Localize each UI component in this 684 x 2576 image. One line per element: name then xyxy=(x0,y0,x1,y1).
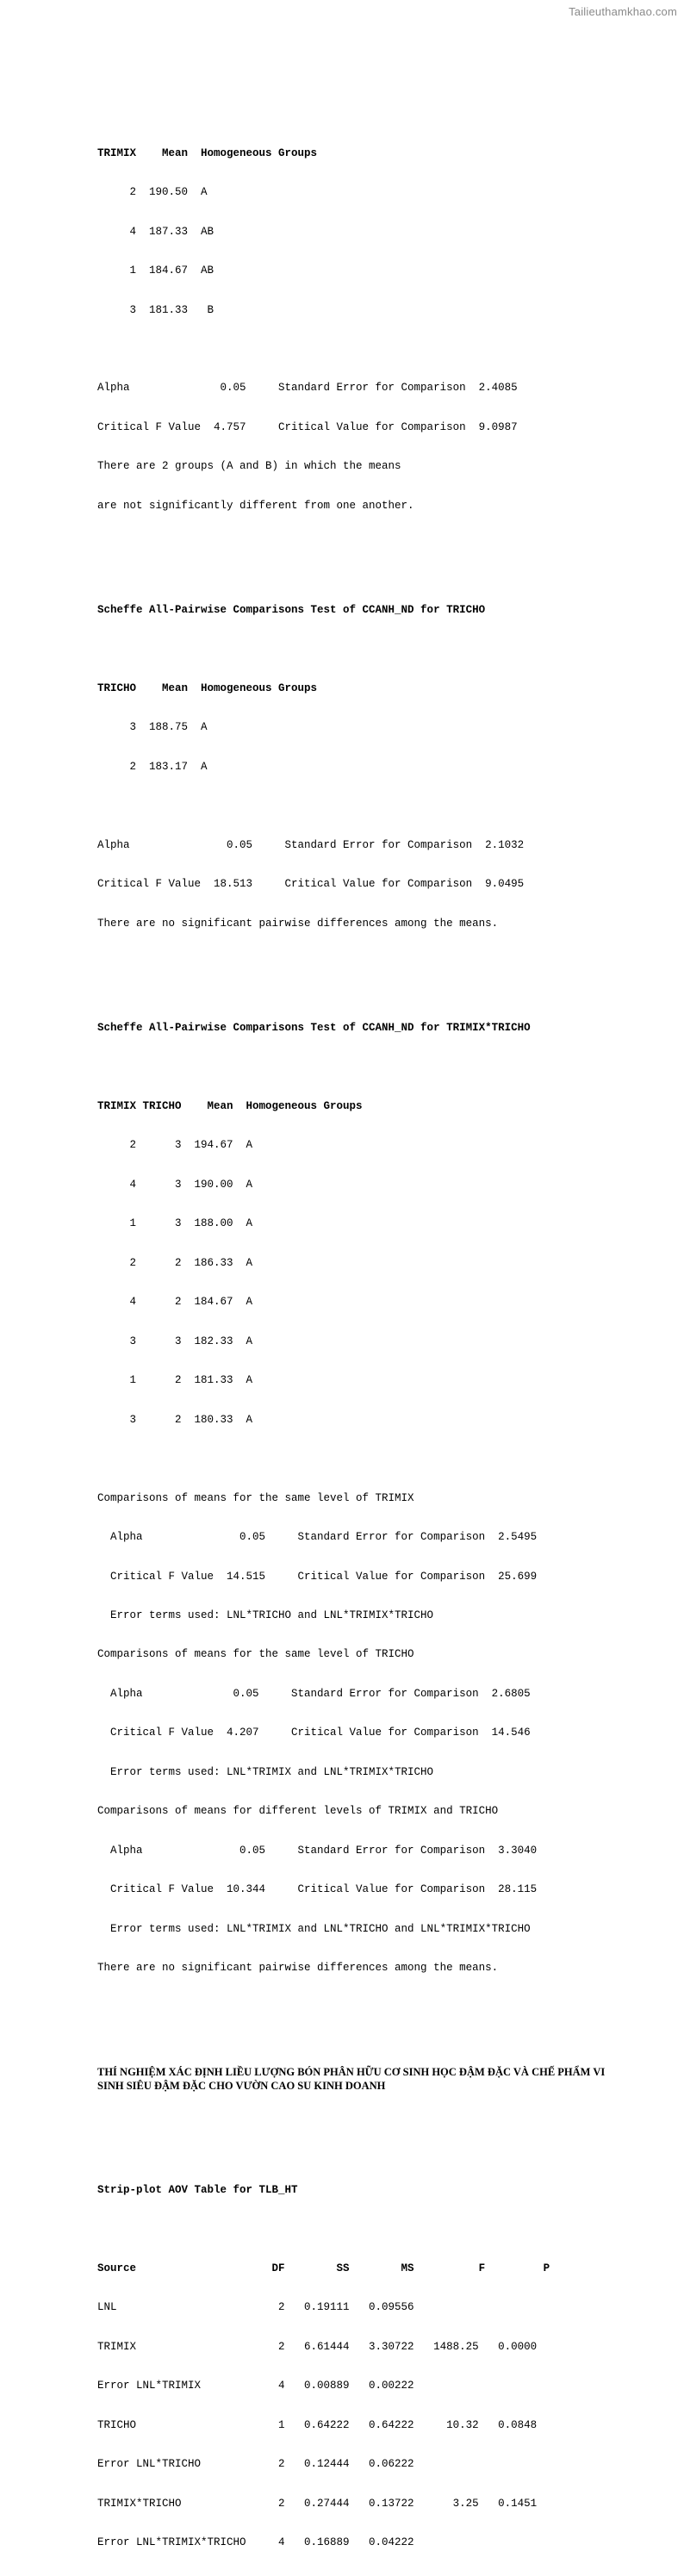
blank-line xyxy=(97,1061,649,1073)
interaction-table-header: TRIMIX TRICHO Mean Homogeneous Groups xyxy=(97,1099,363,1112)
stat-note-line: Alpha 0.05 Standard Error for Comparison 3.3040 xyxy=(97,1844,538,1857)
stat-note-line: Alpha 0.05 Standard Error for Comparison 2.4085 xyxy=(97,382,518,395)
scheffe-interaction-title: Scheffe All-Pairwise Comparisons Test of CCANH_ND for TRIMIX*TRICHO xyxy=(97,1022,531,1035)
table-row: 4 2 184.67 A xyxy=(97,1296,253,1309)
experiment-heading: THÍ NGHIỆM XÁC ĐỊNH LIỀU LƯỢNG BÓN PHÂN HỮU CƠ SINH HỌC ĐẬM ĐẶC VÀ CHẾ PHẨM VI SINH SIÊU ĐẬM ĐẶC CHO VƯỜN CAO SU KINH DOANH xyxy=(97,2066,606,2092)
stat-note-line: Critical F Value 4.207 Critical Value for Comparison 14.546 xyxy=(97,1727,531,1739)
stat-note-line: Critical F Value 4.757 Critical Value for Comparison 9.0987 xyxy=(97,420,518,433)
stat-note-line: Comparisons of means for the same level of TRICHO xyxy=(97,1648,414,1661)
blank-line xyxy=(97,2001,649,2014)
table-row: 2 183.17 A xyxy=(97,760,208,773)
stat-note-line: Critical F Value 14.515 Critical Value for Comparison 25.699 xyxy=(97,1570,538,1583)
stat-note-line: Critical F Value 10.344 Critical Value for Comparison 28.115 xyxy=(97,1883,538,1896)
table-row: 1 2 181.33 A xyxy=(97,1374,253,1387)
table-row: 3 181.33 B xyxy=(97,303,215,316)
stat-note-line: Error terms used: LNL*TRIMIX and LNL*TRIMIX*TRICHO xyxy=(97,1765,434,1778)
blank-line xyxy=(97,956,649,969)
table-row: 3 3 182.33 A xyxy=(97,1335,253,1347)
table-row: TRIMIX 2 6.61444 3.30722 1488.25 0.0000 xyxy=(97,2340,538,2353)
trimix-table-header: TRIMIX Mean Homogeneous Groups xyxy=(97,146,318,159)
aov-table-header: Source DF SS MS F P xyxy=(97,2262,550,2274)
blank-line xyxy=(97,644,649,656)
stat-note-line: Error terms used: LNL*TRIMIX and LNL*TRICHO and LNL*TRIMIX*TRICHO xyxy=(97,1922,531,1935)
stat-note-line: There are no significant pairwise differences among the means. xyxy=(97,1962,499,1975)
aov-title: Strip-plot AOV Table for TLB_HT xyxy=(97,2183,298,2196)
watermark-text: Tailieuthamkhao.com xyxy=(569,5,677,18)
document-body xyxy=(97,95,649,2576)
table-row: Error LNL*TRIMIX*TRICHO 4 0.16889 0.04222 xyxy=(97,2536,414,2549)
table-row: 4 187.33 AB xyxy=(97,225,215,238)
blank-line xyxy=(97,800,649,812)
table-row: 2 190.50 A xyxy=(97,186,208,199)
table-row: 2 3 194.67 A xyxy=(97,1139,253,1152)
stat-note-line: Alpha 0.05 Standard Error for Comparison 2.5495 xyxy=(97,1531,538,1544)
table-row: TRICHO 1 0.64222 0.64222 10.32 0.0848 xyxy=(97,2418,538,2431)
blank-line xyxy=(97,538,649,551)
table-row: 3 2 180.33 A xyxy=(97,1413,253,1426)
stat-note-line: Alpha 0.05 Standard Error for Comparison 2.1032 xyxy=(97,838,525,851)
stat-note-line: Error terms used: LNL*TRICHO and LNL*TRIMIX*TRICHO xyxy=(97,1609,434,1622)
stat-note-line: Comparisons of means for different levels of TRIMIX and TRICHO xyxy=(97,1805,499,1818)
stat-note-line: are not significantly different from one another. xyxy=(97,499,414,512)
table-row: TRIMIX*TRICHO 2 0.27444 0.13722 3.25 0.1451 xyxy=(97,2497,538,2510)
blank-line xyxy=(97,2119,649,2131)
blank-line xyxy=(97,2223,649,2236)
stat-note-line: Alpha 0.05 Standard Error for Comparison 2.6805 xyxy=(97,1687,531,1700)
stat-note-line: Comparisons of means for the same level of TRIMIX xyxy=(97,1491,414,1504)
table-row: Error LNL*TRIMIX 4 0.00889 0.00222 xyxy=(97,2380,414,2392)
table-row: 3 188.75 A xyxy=(97,721,208,734)
table-row: Error LNL*TRICHO 2 0.12444 0.06222 xyxy=(97,2458,414,2471)
table-row: 1 184.67 AB xyxy=(97,264,215,277)
stat-note-line: There are no significant pairwise differences among the means. xyxy=(97,917,499,930)
table-row: 1 3 188.00 A xyxy=(97,1217,253,1230)
table-row: LNL 2 0.19111 0.09556 xyxy=(97,2301,414,2314)
table-row: 2 2 186.33 A xyxy=(97,1256,253,1269)
blank-line xyxy=(97,343,649,356)
stat-note-line: There are 2 groups (A and B) in which the means xyxy=(97,460,401,473)
stat-note-line: Critical F Value 18.513 Critical Value for Comparison 9.0495 xyxy=(97,878,525,891)
table-row: 4 3 190.00 A xyxy=(97,1178,253,1191)
blank-line xyxy=(97,1453,649,1465)
scheffe-tricho-title: Scheffe All-Pairwise Comparisons Test of CCANH_ND for TRICHO xyxy=(97,604,486,617)
tricho-table-header: TRICHO Mean Homogeneous Groups xyxy=(97,681,318,694)
